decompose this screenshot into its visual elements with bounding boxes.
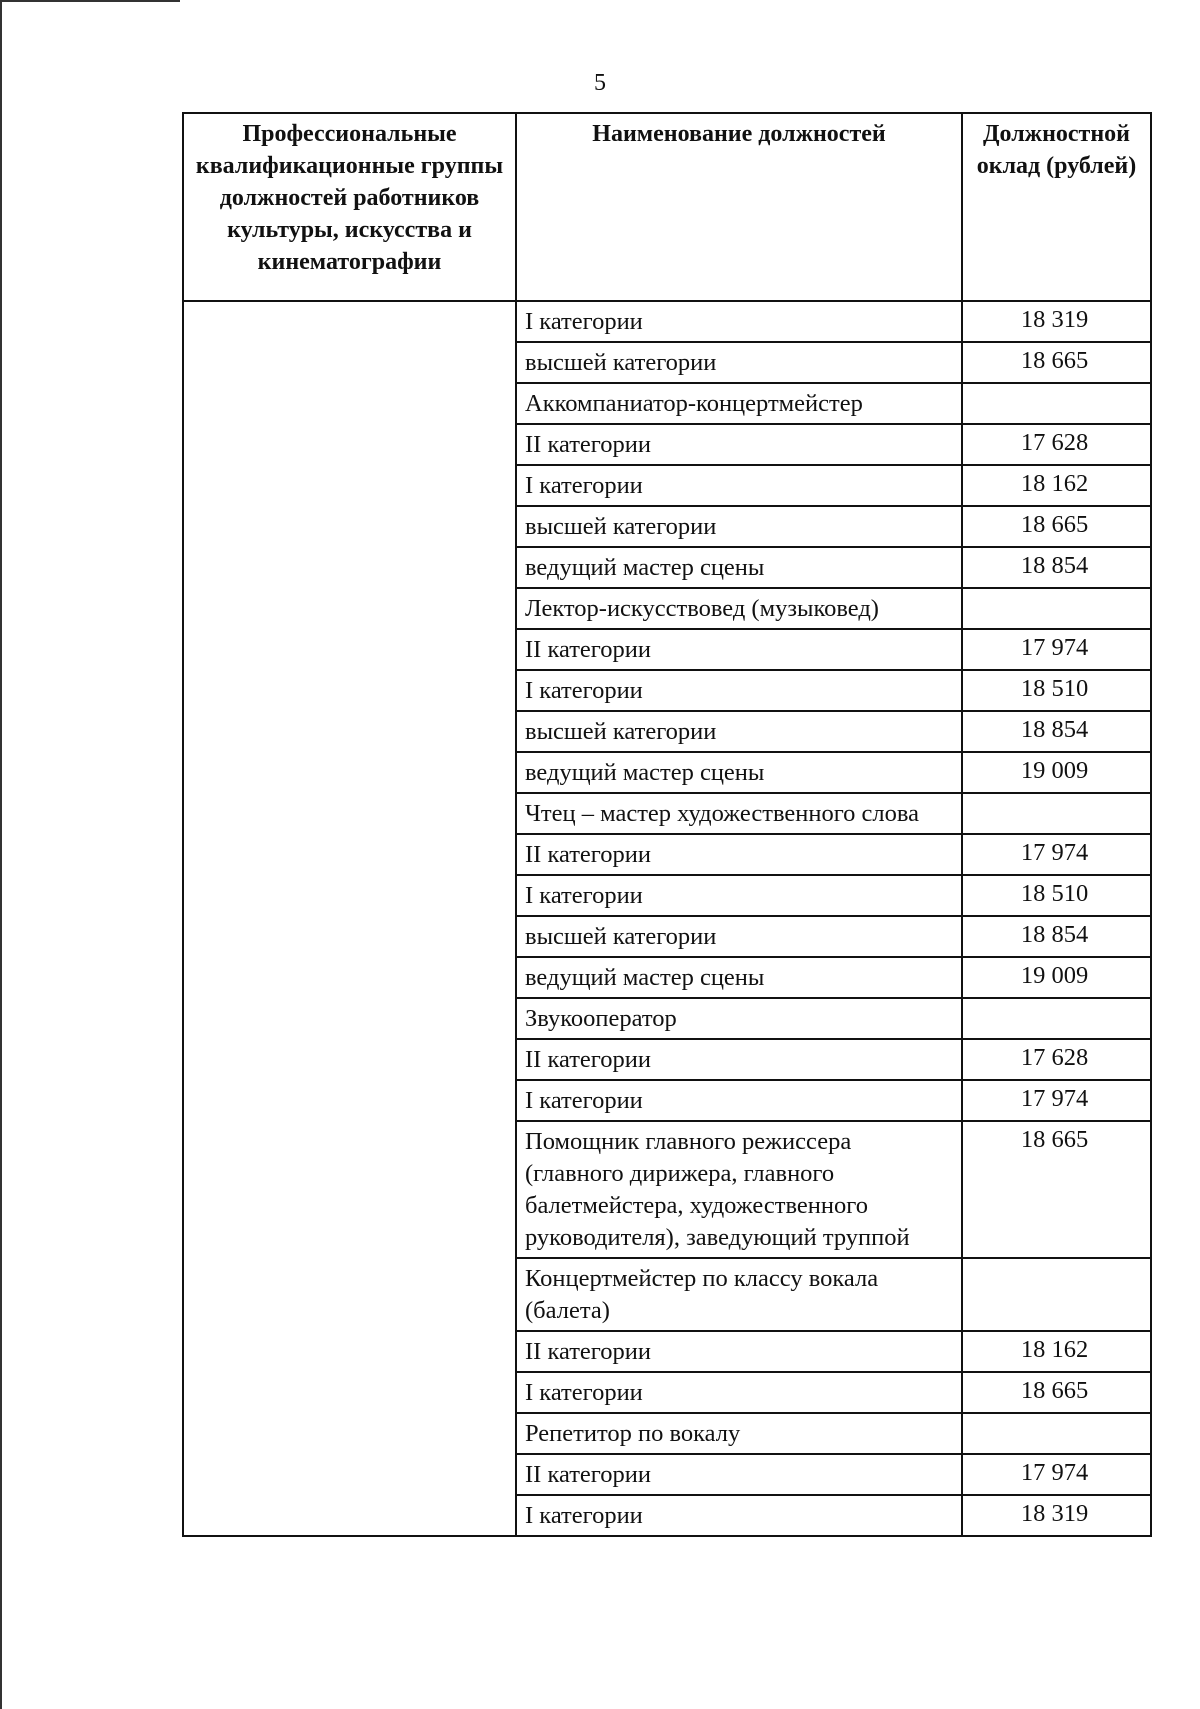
salary-cell: 18 854 bbox=[962, 547, 1151, 588]
salary-cell: 17 628 bbox=[962, 424, 1151, 465]
salary-cell: 18 665 bbox=[962, 1372, 1151, 1413]
position-name-cell: Концертмейстер по классу вокала (балета) bbox=[516, 1258, 962, 1331]
header-qualification-groups: Профессиональные квалификационные группы должностей работников культуры, искусства и кинематографии bbox=[183, 113, 516, 301]
position-name-cell: Помощник главного режиссера (главного дирижера, главного балетмейстера, художественного руководителя), заведующий труппой bbox=[516, 1121, 962, 1258]
table-body bbox=[183, 301, 1151, 1536]
position-name-cell: II категории bbox=[516, 424, 962, 465]
position-name-cell: ведущий мастер сцены bbox=[516, 752, 962, 793]
position-name-cell: II категории bbox=[516, 1454, 962, 1495]
salary-cell: 18 319 bbox=[962, 301, 1151, 342]
position-name-cell: I категории bbox=[516, 670, 962, 711]
position-name-cell: высшей категории bbox=[516, 342, 962, 383]
position-name-cell: II категории bbox=[516, 1331, 962, 1372]
position-name-cell: Репетитор по вокалу bbox=[516, 1413, 962, 1454]
salary-cell: 19 009 bbox=[962, 752, 1151, 793]
salary-cell: 18 319 bbox=[962, 1495, 1151, 1536]
salary-cell bbox=[962, 1258, 1151, 1331]
salary-cell: 17 974 bbox=[962, 1080, 1151, 1121]
position-name-cell: высшей категории bbox=[516, 711, 962, 752]
position-name-cell: I категории bbox=[516, 1372, 962, 1413]
salary-cell bbox=[962, 383, 1151, 424]
position-name-cell: II категории bbox=[516, 1039, 962, 1080]
salary-cell bbox=[962, 998, 1151, 1039]
page-number: 5 bbox=[594, 70, 606, 96]
salary-cell: 19 009 bbox=[962, 957, 1151, 998]
salary-cell: 18 665 bbox=[962, 506, 1151, 547]
salary-cell: 17 974 bbox=[962, 834, 1151, 875]
salary-cell bbox=[962, 793, 1151, 834]
position-name-cell: I категории bbox=[516, 1080, 962, 1121]
salary-cell: 18 510 bbox=[962, 670, 1151, 711]
salary-cell: 17 974 bbox=[962, 1454, 1151, 1495]
position-name-cell: Звукооператор bbox=[516, 998, 962, 1039]
salary-cell bbox=[962, 1413, 1151, 1454]
salary-cell: 17 628 bbox=[962, 1039, 1151, 1080]
salary-cell: 17 974 bbox=[962, 629, 1151, 670]
position-name-cell: I категории bbox=[516, 301, 962, 342]
salary-cell: 18 854 bbox=[962, 711, 1151, 752]
position-name-cell: ведущий мастер сцены bbox=[516, 957, 962, 998]
salary-table bbox=[182, 112, 1152, 1537]
table-row bbox=[183, 301, 1151, 342]
salary-cell: 18 162 bbox=[962, 465, 1151, 506]
header-salary: Должностной оклад (рублей) bbox=[962, 113, 1151, 301]
position-name-cell: высшей категории bbox=[516, 916, 962, 957]
position-name-cell: I категории bbox=[516, 875, 962, 916]
qualification-group-cell bbox=[183, 301, 516, 1536]
position-name-cell: I категории bbox=[516, 465, 962, 506]
salary-cell bbox=[962, 588, 1151, 629]
header-position-names: Наименование должностей bbox=[516, 113, 962, 301]
position-name-cell: Аккомпаниатор-концертмейстер bbox=[516, 383, 962, 424]
table-header-row bbox=[183, 113, 1151, 301]
position-name-cell: высшей категории bbox=[516, 506, 962, 547]
salary-cell: 18 510 bbox=[962, 875, 1151, 916]
salary-cell: 18 665 bbox=[962, 1121, 1151, 1258]
scan-top-edge bbox=[0, 0, 180, 2]
position-name-cell: II категории bbox=[516, 629, 962, 670]
position-name-cell: ведущий мастер сцены bbox=[516, 547, 962, 588]
position-name-cell: Лектор-искусствовед (музыковед) bbox=[516, 588, 962, 629]
scan-left-edge bbox=[0, 0, 2, 1709]
salary-cell: 18 162 bbox=[962, 1331, 1151, 1372]
position-name-cell: II категории bbox=[516, 834, 962, 875]
salary-cell: 18 854 bbox=[962, 916, 1151, 957]
position-name-cell: I категории bbox=[516, 1495, 962, 1536]
position-name-cell: Чтец – мастер художественного слова bbox=[516, 793, 962, 834]
salary-cell: 18 665 bbox=[962, 342, 1151, 383]
